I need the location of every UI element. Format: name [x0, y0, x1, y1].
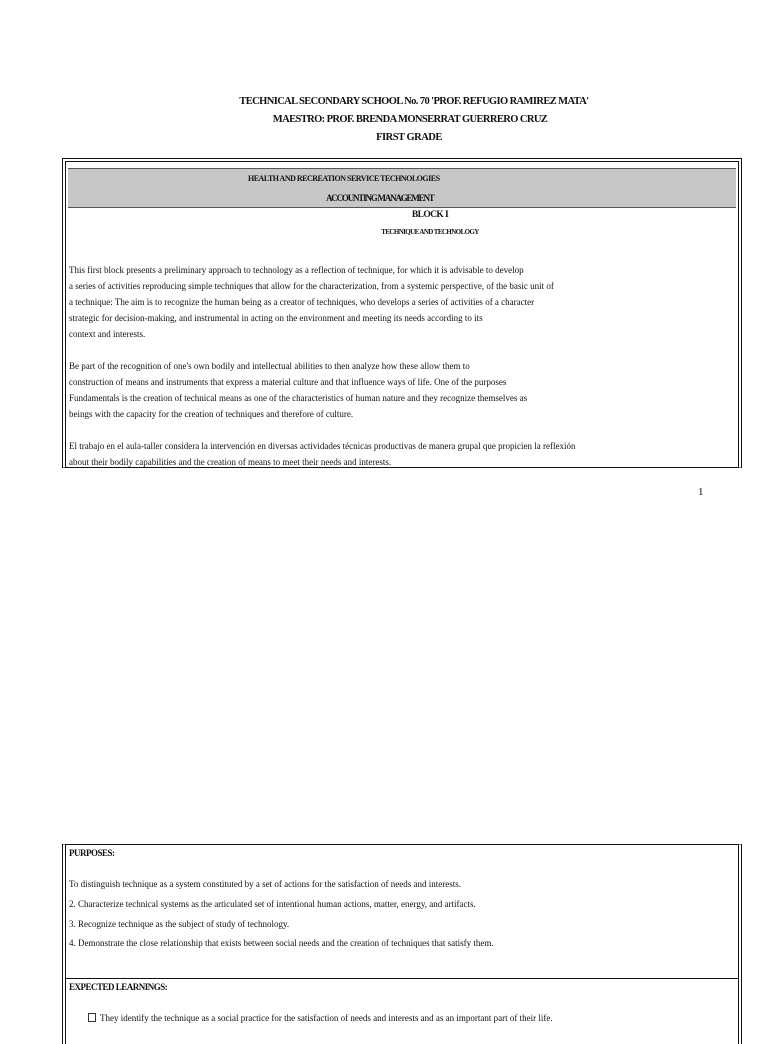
section-divider: [66, 978, 738, 979]
teacher-name: MAESTRO: PROF. BRENDA MONSERRAT GUERRERO CRUZ: [272, 114, 548, 125]
paragraph-line: Fundamentals is the creation of technical means as one of the characteristics of human nature and they recognize themselves as: [69, 393, 528, 403]
purpose-item: To distinguish technique as a system constituted by a set of actions for the satisfaction of needs and interests.: [69, 879, 462, 889]
subject-name: ACCOUNTING MANAGEMENT: [326, 193, 434, 203]
field-name: HEALTH AND RECREATION SERVICE TECHNOLOGIES: [248, 174, 440, 183]
learning-text: They identify the technique as a social practice for the satisfaction of needs and interests and as an important part of their life.: [100, 1013, 553, 1023]
paragraph-abilities: [69, 358, 729, 422]
purpose-item: 4. Demonstrate the close relationship that exists between social needs and the creation of techniques that satisfy them.: [69, 938, 494, 948]
school-name: TECHNICAL SECONDARY SCHOOL No. 70 'PROF. REFUGIO RAMIREZ MATA': [239, 96, 589, 107]
paragraph-line: This first block presents a preliminary approach to technology as a reflection of technique, for which it is advisable to develop: [69, 265, 524, 275]
paragraph-line: El trabajo en el aula-taller considera la intervención en diversas actividades técnicas productivas de manera grupal que propicien la reflexión: [69, 441, 576, 451]
paragraph-line: Be part of the recognition of one's own bodily and intellectual abilities to then analyze how these allow them to: [69, 361, 470, 371]
block-description-box: [62, 158, 742, 468]
paragraph-line: construction of means and instruments that express a material culture and that influence ways of life. One of the purposes: [69, 377, 507, 387]
block-number: BLOCK I: [411, 210, 449, 220]
paragraph-line: context and interests.: [69, 329, 146, 339]
paragraph-intro: [69, 262, 729, 342]
bullet-box-icon: [88, 1013, 96, 1022]
field-banner: [68, 168, 736, 208]
paragraph-line: a series of activities reproducing simple techniques that allow for the characterization, from a systemic perspective, of the basic unit of: [69, 281, 554, 291]
purposes-box: [62, 844, 742, 1044]
learning-item: [88, 1013, 553, 1023]
page-number: 1: [698, 486, 704, 498]
paragraph-line: a technique: The aim is to recognize the human being as a creator of techniques, who develops a series of activities of a character: [69, 297, 535, 307]
paragraph-line: strategic for decision-making, and instrumental in acting on the environment and meeting its needs according to its: [69, 313, 483, 323]
paragraph-workshop: [69, 438, 729, 470]
purposes-label: PURPOSES:: [69, 848, 115, 858]
paragraph-line: beings with the capacity for the creation of techniques and therefore of culture.: [69, 409, 354, 419]
purpose-item: 2. Characterize technical systems as the articulated set of intentional human actions, matter, energy, and artifacts.: [69, 899, 476, 909]
block-title: TECHNIQUE AND TECHNOLOGY: [381, 228, 479, 236]
paragraph-line: about their bodily capabilities and the creation of means to meet their needs and interests.: [69, 457, 392, 467]
learnings-label: EXPECTED LEARNINGS:: [69, 982, 168, 992]
purpose-item: 3. Recognize technique as the subject of study of technology.: [69, 919, 290, 929]
grade-level: FIRST GRADE: [376, 132, 442, 143]
